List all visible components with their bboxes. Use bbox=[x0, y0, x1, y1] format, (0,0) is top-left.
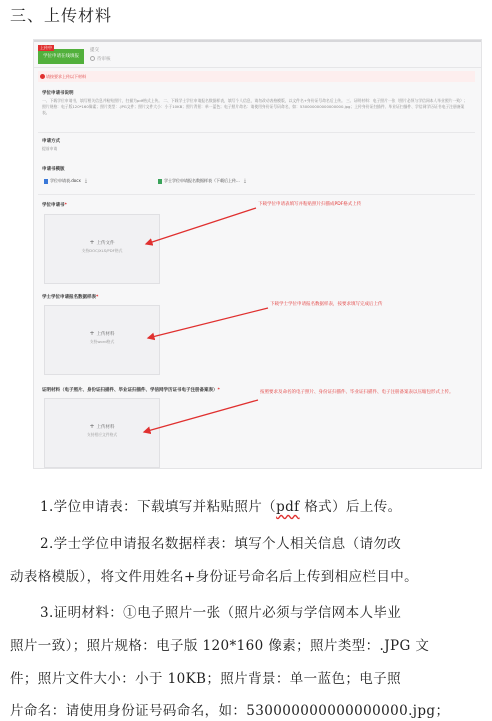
arrow-3 bbox=[144, 400, 258, 432]
instruction-item-2-line-1: 2.学士学位申请报名数据样表：填写个人相关信息（请勿改 bbox=[40, 536, 402, 552]
intro-text: 一、下载学位申请书，填写相关信息并粘贴照片，扫描为pdf格式上传。 二、下载学士学位申请报名数据样表，填写个人信息，请勿改动表格模版，以文件名+身份证号命名后上传。 三、证明材料：电子照片一张（照片必须与学信网本人毕业照片一致）；照片规格：电子版120*160像素；照片类型：.JPG文件；照片文件大小：小于10KB；照片背景：单一蓝色；电子照片命名：请使用身份证号码命名，如：530000000000000000.jpg；上传身份证扫描件、毕业证扫描件、学信网学历证书电子注册备案表。 bbox=[42, 98, 468, 115]
arrow-2 bbox=[148, 308, 268, 338]
instruction-item-3-line-3: 件；照片文件大小：小于 10KB；照片背景：单一蓝色；电子照 bbox=[10, 671, 401, 687]
section-title: 三、上传材料 bbox=[10, 6, 113, 25]
tab-online-apply-label: 学位申请在线填报 bbox=[43, 54, 79, 59]
embedded-screenshot bbox=[33, 39, 482, 469]
note-proofs: 按照要求及命名的电子照片、身份证扫描件、毕业证扫描件、电子注册备案表以压缩包形式上传。 bbox=[260, 390, 454, 395]
corner-badge: 上传中 bbox=[40, 45, 52, 50]
upload-format-hint: 支持word格式 bbox=[89, 339, 115, 344]
upload-label-datasheet: 学士学位申请报名数据样表* bbox=[42, 295, 99, 300]
arrow-1 bbox=[146, 208, 256, 244]
plus-icon: + 上传材料 bbox=[89, 330, 115, 337]
apply-method-label: 申请方式 bbox=[42, 139, 60, 144]
template-file-2-name: 学士学位申请报名数据样表（下载后上传... bbox=[164, 178, 240, 183]
template-file-1-name: 学位申请表.docx bbox=[50, 178, 81, 183]
plus-icon: + 上传材料 bbox=[89, 423, 115, 430]
instruction-item-2-line-2: 动表格模版），将文件用姓名+身份证号命名后上传到相应栏目中。 bbox=[10, 569, 419, 585]
instruction-item-1: 1.学位申请表：下载填写并粘贴照片（pdf 格式）后上传。 bbox=[40, 499, 402, 515]
template-label: 申请书模版 bbox=[42, 167, 65, 172]
note-application: 下载学位申请表填写并粘贴照片扫描成PDF格式上传 bbox=[258, 202, 362, 207]
instruction-item-3-line-4: 片命名：请使用身份证号码命名，如：530000000000000000.jpg； bbox=[10, 703, 450, 719]
upload-label-application: 学位申请书* bbox=[42, 203, 67, 208]
alert-text: 请按要求上传以下材料 bbox=[46, 74, 86, 79]
intro-title: 学位申请书说明 bbox=[42, 91, 74, 96]
download-icon[interactable]: ⤓ bbox=[84, 178, 88, 184]
upload-label-proofs: 证明材料（电子照片、身份证扫描件、毕业证扫描件、学信网学历证书电子注册备案表）* bbox=[42, 388, 220, 393]
instruction-item-3-line-2: 照片一致）；照片规格：电子版 120*160 像素；照片类型：.JPG 文 bbox=[10, 638, 430, 654]
tab-submit-label: 提交 bbox=[90, 48, 99, 53]
download-icon[interactable]: ⤓ bbox=[243, 178, 247, 184]
apply-method-value: 提前申请 bbox=[42, 146, 58, 151]
annotation-arrows bbox=[34, 40, 481, 468]
upload-format-hint: 支持相应文件格式 bbox=[86, 432, 118, 437]
instruction-item-3-line-1: 3.证明材料：①电子照片一张（照片必须与学信网本人毕业 bbox=[40, 605, 402, 621]
note-datasheet: 下载学士学位申请报名数据样表，按要求填写完成后上传 bbox=[270, 302, 383, 307]
upload-format-hint: 支持DOC/XLS/PDF格式 bbox=[81, 248, 123, 253]
tab-submit-status: 待审核 bbox=[97, 57, 111, 62]
plus-icon: + 上传文件 bbox=[89, 239, 115, 246]
